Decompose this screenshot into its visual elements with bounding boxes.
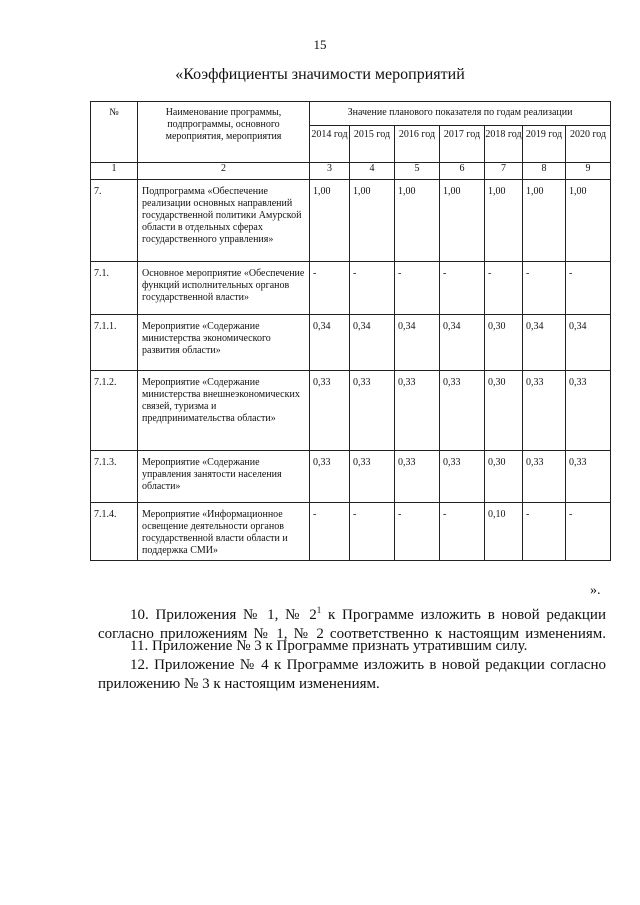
row-number: 7.1. bbox=[91, 262, 138, 315]
header-number: № bbox=[91, 102, 138, 163]
row-value: - bbox=[440, 262, 485, 315]
header-year-group: Значение планового показателя по годам реализации bbox=[310, 102, 611, 126]
row-value: 0,33 bbox=[310, 451, 350, 503]
document-title: «Коэффициенты значимости мероприятий bbox=[175, 66, 465, 83]
header-year: 2020 год bbox=[566, 126, 611, 163]
row-number: 7.1.3. bbox=[91, 451, 138, 503]
row-name: Мероприятие «Содержание управления занятости населения области» bbox=[138, 451, 310, 503]
row-value: 0,30 bbox=[485, 451, 523, 503]
page-number: 15 bbox=[313, 37, 327, 52]
table-row bbox=[91, 180, 611, 262]
row-value: 0,34 bbox=[523, 315, 566, 371]
row-value: - bbox=[350, 262, 395, 315]
row-value: - bbox=[395, 262, 440, 315]
row-value: 0,33 bbox=[523, 451, 566, 503]
row-value: 0,30 bbox=[485, 371, 523, 451]
row-value: 0,33 bbox=[440, 451, 485, 503]
column-number: 6 bbox=[440, 163, 485, 180]
row-value: 0,33 bbox=[523, 371, 566, 451]
row-value: 0,33 bbox=[566, 451, 611, 503]
row-value: 0,10 bbox=[485, 503, 523, 561]
row-value: 0,33 bbox=[310, 371, 350, 451]
row-value: 0,33 bbox=[350, 371, 395, 451]
header-year: 2018 год bbox=[485, 126, 523, 163]
row-name: Подпрограмма «Обеспечение реализации основных направлений государственной политики Амурской области в отдельных сферах государственного управления» bbox=[138, 180, 310, 262]
row-value: 0,34 bbox=[440, 315, 485, 371]
column-number: 2 bbox=[138, 163, 310, 180]
row-value: 0,34 bbox=[310, 315, 350, 371]
row-value: 0,34 bbox=[566, 315, 611, 371]
row-value: 0,33 bbox=[395, 451, 440, 503]
column-number: 8 bbox=[523, 163, 566, 180]
row-value: 1,00 bbox=[566, 180, 611, 262]
table-body bbox=[91, 180, 611, 561]
row-value: 0,33 bbox=[440, 371, 485, 451]
row-number: 7.1.4. bbox=[91, 503, 138, 561]
table-row bbox=[91, 262, 611, 315]
column-number-row bbox=[91, 163, 611, 180]
header-year: 2016 год bbox=[395, 126, 440, 163]
row-value: - bbox=[523, 262, 566, 315]
paragraph-10-prefix: 10. Приложения № 1, № 2 bbox=[130, 607, 317, 623]
column-number: 9 bbox=[566, 163, 611, 180]
row-number: 7.1.1. bbox=[91, 315, 138, 371]
row-value: 1,00 bbox=[440, 180, 485, 262]
row-value: - bbox=[310, 262, 350, 315]
header-year: 2014 год bbox=[310, 126, 350, 163]
closing-quote: ». bbox=[590, 583, 601, 598]
row-value: 0,34 bbox=[395, 315, 440, 371]
row-value: - bbox=[566, 262, 611, 315]
row-value: 1,00 bbox=[395, 180, 440, 262]
row-value: - bbox=[350, 503, 395, 561]
column-number: 1 bbox=[91, 163, 138, 180]
row-value: 1,00 bbox=[310, 180, 350, 262]
header-year: 2017 год bbox=[440, 126, 485, 163]
row-name: Мероприятие «Информационное освещение деятельности органов государственной власти области и поддержка СМИ» bbox=[138, 503, 310, 561]
table-row bbox=[91, 315, 611, 371]
row-value: 0,34 bbox=[350, 315, 395, 371]
paragraph-11: 11. Приложение № 3 к Программе признать утратившим силу. bbox=[130, 638, 528, 654]
row-name: Мероприятие «Содержание министерства внешнеэкономических связей, туризма и предпринимательства области» bbox=[138, 371, 310, 451]
column-number: 4 bbox=[350, 163, 395, 180]
column-number: 7 bbox=[485, 163, 523, 180]
row-value: - bbox=[485, 262, 523, 315]
table-row bbox=[91, 371, 611, 451]
row-value: - bbox=[523, 503, 566, 561]
row-value: 1,00 bbox=[485, 180, 523, 262]
paragraph-10-superscript: 1 bbox=[316, 605, 322, 615]
paragraph-10-rest: к Программе изложить в новой редакции согласно приложениям № 1, № 2 соответственно к настоящим изменениям. bbox=[98, 607, 606, 642]
row-value: 0,33 bbox=[566, 371, 611, 451]
row-value: 1,00 bbox=[523, 180, 566, 262]
row-value: - bbox=[440, 503, 485, 561]
row-value: 0,30 bbox=[485, 315, 523, 371]
row-value: 1,00 bbox=[350, 180, 395, 262]
row-value: 0,33 bbox=[395, 371, 440, 451]
table-row bbox=[91, 503, 611, 561]
table-row bbox=[91, 451, 611, 503]
row-name: Основное мероприятие «Обеспечение функций исполнительных органов государственной власти» bbox=[138, 262, 310, 315]
column-number: 3 bbox=[310, 163, 350, 180]
coefficients-table bbox=[90, 101, 611, 561]
row-value: 0,33 bbox=[350, 451, 395, 503]
row-value: - bbox=[395, 503, 440, 561]
header-name: Наименование программы, подпрограммы, основного мероприятия, мероприятия bbox=[138, 102, 310, 163]
row-name: Мероприятие «Содержание министерства экономического развития области» bbox=[138, 315, 310, 371]
row-value: - bbox=[566, 503, 611, 561]
column-number: 5 bbox=[395, 163, 440, 180]
header-year: 2015 год bbox=[350, 126, 395, 163]
header-year: 2019 год bbox=[523, 126, 566, 163]
row-number: 7.1.2. bbox=[91, 371, 138, 451]
row-number: 7. bbox=[91, 180, 138, 262]
paragraph-12: 12. Приложение № 4 к Программе изложить в новой редакции согласно приложению № 3 к настоящим изменениям. bbox=[98, 657, 606, 692]
row-value: - bbox=[310, 503, 350, 561]
